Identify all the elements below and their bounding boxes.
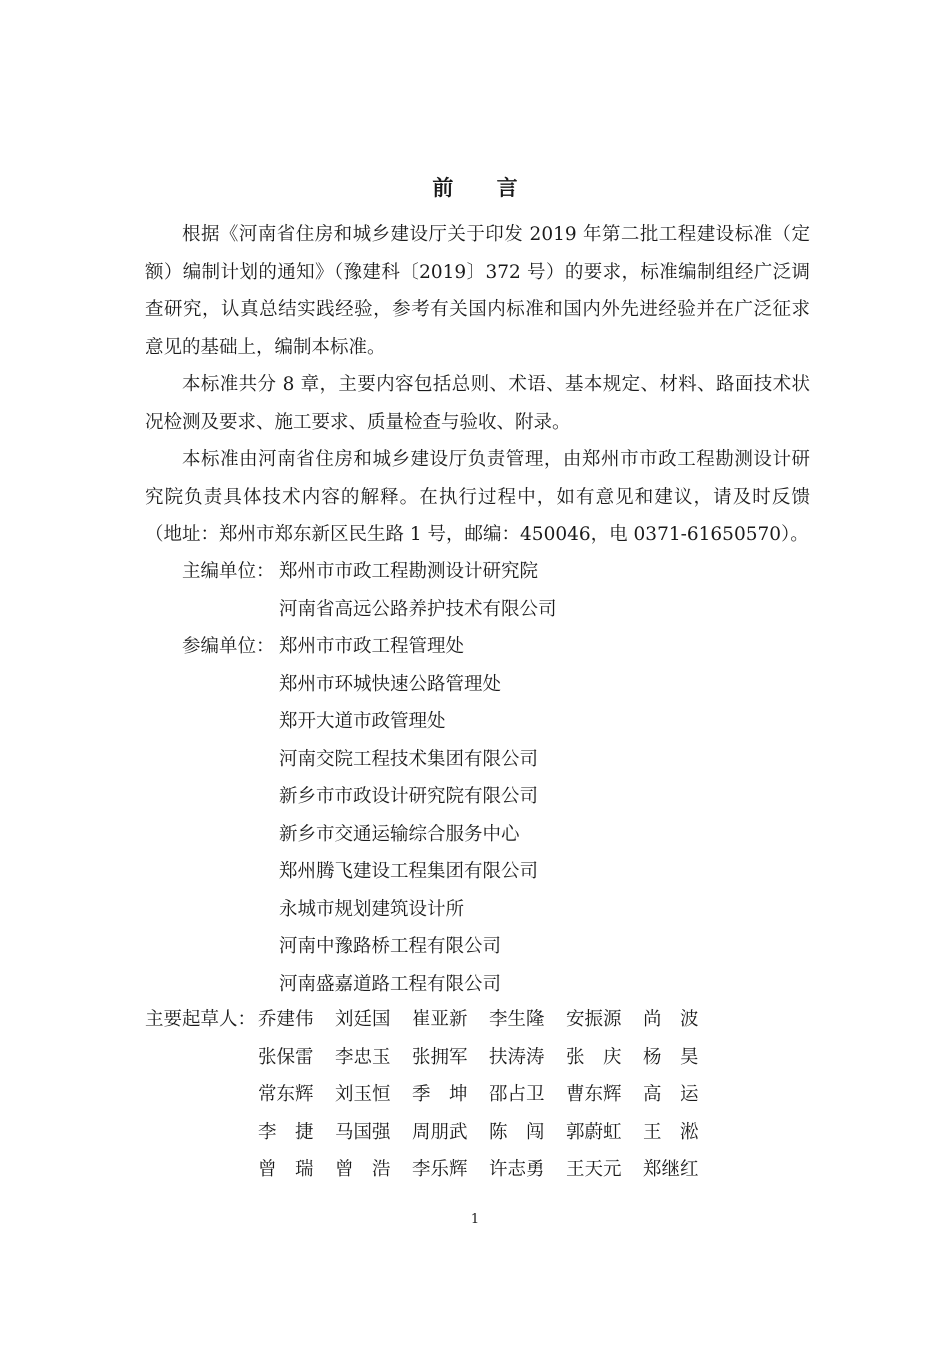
drafter-name: 杨 昊 [643,1046,699,1068]
drafter-name: 王 淞 [643,1121,699,1143]
drafter-name: 郭蔚虹 [566,1121,622,1143]
page-number: 1 [470,1212,480,1227]
participating-unit-row [145,928,810,966]
drafter-row [145,1151,810,1189]
drafter-name: 乔建伟 [258,1009,314,1030]
intro-paragraph: 根据《河南省住房和城乡建设厅关于印发 2019 年第二批工程建设标准（定额）编制计划的通知》（豫建科〔2019〕372 号）的要求，标准编制组经广泛调查研究，认真总结实践经验，参考有关国内标准和国内外先进经验并在广泛征求意见的基础上，编制本标准。 [145,224,810,358]
participating-unit-row [145,628,810,666]
management-paragraph-block [145,441,810,554]
participating-unit-row [145,778,810,816]
chapters-paragraph: 本标准共分 8 章，主要内容包括总则、术语、基本规定、材料、路面技术状况检测及要求、施工要求、质量检查与验收、附录。 [145,374,810,433]
drafter-name: 高 运 [643,1084,699,1105]
drafter-name: 刘玉恒 [335,1084,391,1105]
chief-unit-row [145,591,810,629]
participating-unit-row [145,666,810,704]
chief-units [145,553,810,628]
drafter-row [145,1076,810,1114]
drafter-name: 常东辉 [258,1084,314,1105]
drafter-name: 曾 瑞 [258,1159,314,1180]
drafter-name: 曾 浩 [335,1159,391,1180]
participating-unit-item: 河南交院工程技术集团有限公司 [279,748,539,770]
drafter-name: 张保雷 [258,1046,314,1068]
drafter-name: 许志勇 [489,1159,545,1180]
chief-units-label: 主编单位： [182,561,275,582]
participating-unit-row [145,891,810,929]
drafter-name: 陈 闯 [489,1121,545,1143]
drafter-name: 刘廷国 [335,1009,391,1030]
drafter-name: 李 捷 [258,1121,314,1143]
participating-units [145,628,810,1003]
participating-unit-row [145,741,810,779]
participating-unit-item: 郑州腾飞建设工程集团有限公司 [279,861,539,882]
drafter-name: 扶涛涛 [489,1046,545,1068]
participating-unit-row [145,703,810,741]
page-title: 前 言 [432,175,536,200]
participating-unit-row [145,853,810,891]
drafter-name: 邵占卫 [489,1084,545,1105]
participating-unit-item: 郑州市市政工程管理处 [279,636,465,657]
chief-unit-row [145,553,810,591]
drafter-row [145,1039,810,1077]
chapters-paragraph-block [145,366,810,441]
participating-unit-item: 郑开大道市政管理处 [279,711,446,732]
participating-unit-item: 永城市规划建筑设计所 [279,898,465,920]
drafters-label: 主要起草人： [145,1009,257,1030]
drafter-name: 李忠玉 [335,1046,391,1068]
drafter-name: 张拥军 [412,1046,468,1068]
drafter-name: 曹东辉 [566,1084,622,1105]
participating-unit-item: 新乡市市政设计研究院有限公司 [279,786,539,807]
participating-unit-item: 河南盛嘉道路工程有限公司 [279,973,502,995]
drafter-name: 季 坤 [412,1084,468,1105]
intro-paragraph-block [145,216,810,366]
drafter-name: 尚 波 [643,1009,699,1030]
drafter-row [145,1001,810,1039]
drafter-name: 王天元 [566,1159,622,1180]
participating-unit-item: 新乡市交通运输综合服务中心 [279,823,520,845]
drafter-name: 张 庆 [566,1046,622,1068]
drafter-name: 安振源 [566,1009,622,1030]
participating-unit-item: 郑州市环城快速公路管理处 [279,673,502,695]
drafter-row [145,1114,810,1152]
drafter-name: 李生隆 [489,1009,545,1030]
drafter-name: 周朋武 [412,1121,468,1143]
drafter-name: 马国强 [335,1121,391,1143]
chief-unit-item: 河南省高远公路养护技术有限公司 [279,598,557,620]
drafters-list [145,1001,810,1189]
management-paragraph: 本标准由河南省住房和城乡建设厅负责管理，由郑州市市政工程勘测设计研究院负责具体技术内容的解释。在执行过程中，如有意见和建议，请及时反馈（地址：郑州市郑东新区民生路 1 号，邮编：450046，电 0371-61650570）。 [145,449,810,545]
participating-unit-item: 河南中豫路桥工程有限公司 [279,936,502,957]
participating-unit-row [145,966,810,1004]
drafter-name: 李乐辉 [412,1159,468,1180]
participating-units-label: 参编单位： [182,636,275,657]
participating-unit-row [145,816,810,854]
drafter-name: 崔亚新 [412,1009,468,1030]
drafter-name: 郑继红 [643,1159,699,1180]
chief-unit-item: 郑州市市政工程勘测设计研究院 [279,561,539,582]
